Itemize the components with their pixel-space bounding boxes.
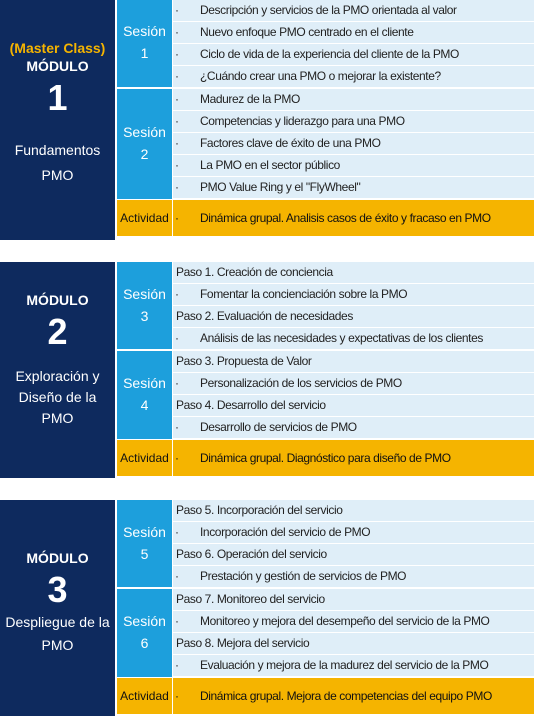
step-row (173, 351, 534, 372)
session-5 (117, 500, 172, 587)
bullet: · (175, 287, 179, 301)
topic-text: Personalización de los servicios de PMO (200, 376, 402, 390)
module-name-line-2: PMO (41, 637, 74, 653)
module-name-line-2: PMO (41, 167, 74, 183)
topic-row (173, 522, 534, 543)
topic-row (173, 22, 534, 43)
module-number: 2 (47, 311, 68, 352)
topic-row (173, 566, 534, 587)
bullet: · (175, 420, 179, 434)
bullet: · (175, 136, 179, 150)
session-number: 1 (140, 45, 149, 61)
topic-text: La PMO en el sector público (200, 158, 340, 172)
activity-row (173, 440, 534, 476)
bullet: · (175, 614, 179, 628)
topic-text: Análisis de las necesidades y expectativas de los clientes (200, 331, 483, 345)
step-text: Paso 6. Operación del servicio (176, 547, 327, 561)
bullet: · (175, 658, 179, 672)
topic-row (173, 328, 534, 349)
topic-text: PMO Value Ring y el "FlyWheel" (200, 180, 361, 194)
session-6 (117, 589, 172, 677)
step-text: Paso 1. Creación de conciencia (176, 265, 333, 279)
master-class-label: (Master Class) (9, 40, 106, 56)
bullet: · (175, 569, 179, 583)
session-label: Sesión (123, 375, 166, 391)
module-name-line-2: Diseño de la (18, 389, 97, 405)
module-1 (0, 0, 534, 240)
module-3 (0, 500, 534, 716)
topic-row (173, 611, 534, 632)
topic-row (173, 111, 534, 132)
topic-row (173, 44, 534, 65)
topic-text: Factores clave de éxito de una PMO (200, 136, 381, 150)
topic-text: Evaluación y mejora de la madurez del servicio de la PMO (200, 658, 489, 672)
module-name-line-1: Despliegue de la (5, 614, 110, 630)
step-text: Paso 7. Monitoreo del servicio (176, 592, 325, 606)
bullet: · (175, 180, 179, 194)
session-2 (117, 89, 172, 199)
topic-row (173, 655, 534, 676)
session-number: 2 (140, 146, 149, 162)
bullet: · (175, 47, 179, 61)
step-row (173, 589, 534, 610)
module-3-header (0, 500, 115, 716)
session-4 (117, 351, 172, 439)
topic-row (173, 177, 534, 198)
module-2 (0, 262, 534, 478)
step-text: Paso 5. Incorporación del servicio (176, 503, 343, 517)
session-label: Sesión (123, 124, 166, 140)
bullet: · (175, 25, 179, 39)
topic-text: Ciclo de vida de la experiencia del cliente de la PMO (200, 47, 459, 61)
topic-row (173, 0, 534, 21)
module-label: MÓDULO (26, 550, 89, 566)
step-text: Paso 8. Mejora del servicio (176, 636, 310, 650)
topic-row (173, 66, 534, 87)
module-2-header (0, 262, 115, 478)
session-number: 4 (140, 397, 149, 413)
topic-text: Monitoreo y mejora del desempeño del servicio de la PMO (200, 614, 490, 628)
bullet: · (175, 331, 179, 345)
topic-text: Fomentar la concienciación sobre la PMO (200, 287, 408, 301)
topic-text: Competencias y liderazgo para una PMO (200, 114, 405, 128)
step-row (173, 306, 534, 327)
topic-text: Nuevo enfoque PMO centrado en el cliente (200, 25, 414, 39)
bullet: · (175, 158, 179, 172)
module-name-line-1: Exploración y (15, 368, 100, 384)
session-number: 6 (140, 635, 149, 651)
module-name-line-1: Fundamentos (14, 142, 101, 158)
step-row (173, 500, 534, 521)
module-number: 1 (47, 77, 68, 118)
module-number: 3 (47, 569, 68, 610)
bullet: · (175, 3, 179, 17)
session-label: Sesión (123, 286, 166, 302)
session-label: Sesión (123, 613, 166, 629)
activity-label: Actividad (117, 678, 172, 714)
module-1-header (0, 0, 115, 240)
session-number: 5 (140, 546, 149, 562)
topic-row (173, 417, 534, 438)
topic-text: ¿Cuándo crear una PMO o mejorar la existente? (200, 69, 441, 83)
bullet: · (175, 69, 179, 83)
session-label: Sesión (123, 23, 166, 39)
activity-text: Dinámica grupal. Mejora de competencias del equipo PMO (200, 689, 492, 703)
bullet: · (175, 525, 179, 539)
step-text: Paso 4. Desarrollo del servicio (176, 398, 326, 412)
topic-text: Prestación y gestión de servicios de PMO (200, 569, 407, 583)
bullet: · (175, 689, 179, 703)
topic-text: Desarrollo de servicios de PMO (200, 420, 357, 434)
topic-row (173, 284, 534, 305)
activity-label: Actividad (117, 200, 172, 236)
bullet: · (175, 211, 179, 225)
activity-row (173, 200, 534, 236)
session-1 (117, 0, 172, 87)
activity-label: Actividad (117, 440, 172, 476)
step-text: Paso 2. Evaluación de necesidades (176, 309, 353, 323)
session-number: 3 (140, 308, 149, 324)
activity-row (173, 678, 534, 714)
topic-text: Descripción y servicios de la PMO orientada al valor (200, 3, 457, 17)
step-row (173, 633, 534, 654)
module-name-line-3: PMO (41, 410, 74, 426)
topic-row (173, 373, 534, 394)
step-row (173, 262, 534, 283)
topic-text: Incorporación del servicio de PMO (200, 525, 371, 539)
module-label: MÓDULO (26, 292, 89, 308)
topic-row (173, 155, 534, 176)
activity-text: Dinámica grupal. Diagnóstico para diseño de PMO (200, 451, 451, 465)
session-3 (117, 262, 172, 349)
step-text: Paso 3. Propuesta de Valor (176, 354, 312, 368)
step-row (173, 395, 534, 416)
bullet: · (175, 114, 179, 128)
activity-text: Dinámica grupal. Analisis casos de éxito y fracaso en PMO (200, 211, 491, 225)
topic-text: Madurez de la PMO (200, 92, 300, 106)
topic-row (173, 89, 534, 110)
topic-row (173, 133, 534, 154)
bullet: · (175, 376, 179, 390)
bullet: · (175, 451, 179, 465)
module-label: MÓDULO (26, 58, 89, 74)
step-row (173, 544, 534, 565)
session-label: Sesión (123, 524, 166, 540)
bullet: · (175, 92, 179, 106)
